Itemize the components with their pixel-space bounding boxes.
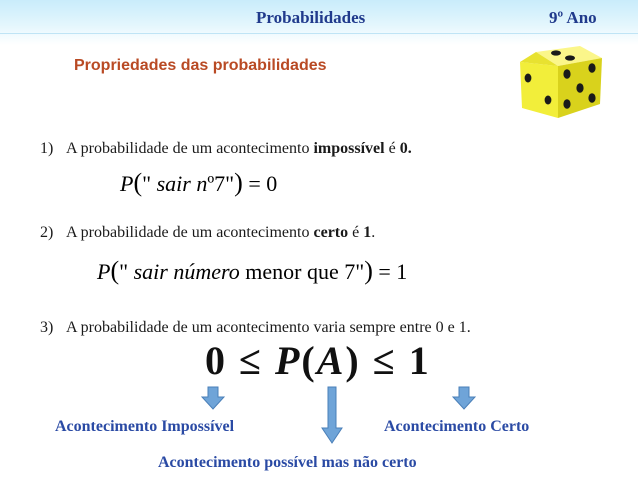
- formula-italic-text: sair número: [128, 259, 240, 284]
- property-text: A probabilidade de um acontecimento varia sempre entre 0 e 1.: [66, 319, 471, 336]
- property-number: 1): [40, 140, 54, 157]
- property-2: [40, 224, 375, 242]
- label-certain-event: Acontecimento Certo: [384, 418, 530, 435]
- formula-equals: = 1: [372, 259, 408, 284]
- section-heading: Propriedades das probabilidades: [74, 57, 327, 74]
- property-value: 0.: [399, 140, 412, 157]
- formula-certain: [97, 256, 407, 286]
- formula-italic-text: sair n: [151, 171, 208, 196]
- label-impossible-event: Acontecimento Impossível: [55, 418, 235, 435]
- down-arrow-icon: [201, 386, 225, 410]
- property-3: [40, 319, 471, 337]
- property-keyword: certo: [313, 224, 349, 241]
- down-arrow-icon: [452, 386, 476, 410]
- formula-paren-close: ): [364, 256, 373, 285]
- header-divider: [0, 33, 638, 34]
- inequality-left: 0 ≤: [205, 338, 275, 383]
- formula-quote: ": [119, 259, 129, 284]
- property-text: .: [371, 224, 376, 241]
- header-grade: 9º Ano: [549, 8, 597, 27]
- formula-p: P: [97, 259, 111, 284]
- dice-icon: [514, 44, 606, 120]
- property-keyword: impossível: [313, 140, 385, 157]
- property-text: é: [384, 140, 400, 157]
- header-title: Probabilidades: [256, 8, 366, 27]
- inequality-formula: [205, 337, 431, 384]
- inequality-close: ): [345, 338, 361, 383]
- property-text: A probabilidade de um acontecimento: [66, 140, 314, 157]
- formula-rest: menor que 7": [239, 259, 365, 284]
- property-number: 2): [40, 224, 54, 241]
- property-value: 1: [363, 224, 372, 241]
- property-text: é: [348, 224, 364, 241]
- formula-quote: ": [142, 171, 152, 196]
- inequality-open: (: [301, 338, 317, 383]
- property-text: A probabilidade de um acontecimento: [66, 224, 314, 241]
- formula-p: P: [120, 171, 134, 196]
- formula-paren-open: (: [110, 256, 120, 285]
- inequality-a: A: [316, 338, 346, 383]
- inequality-p: P: [274, 338, 302, 383]
- formula-equals: = 0: [242, 171, 278, 196]
- label-possible-event: Acontecimento possível mas não certo: [158, 454, 417, 471]
- inequality-right: ≤ 1: [360, 338, 431, 383]
- property-number: 3): [40, 319, 54, 336]
- formula-impossible: [120, 168, 277, 198]
- down-arrow-icon: [321, 386, 343, 444]
- formula-rest: º7": [207, 171, 235, 196]
- formula-paren-open: (: [133, 168, 143, 197]
- formula-paren-close: ): [234, 168, 243, 197]
- property-1: [40, 140, 412, 158]
